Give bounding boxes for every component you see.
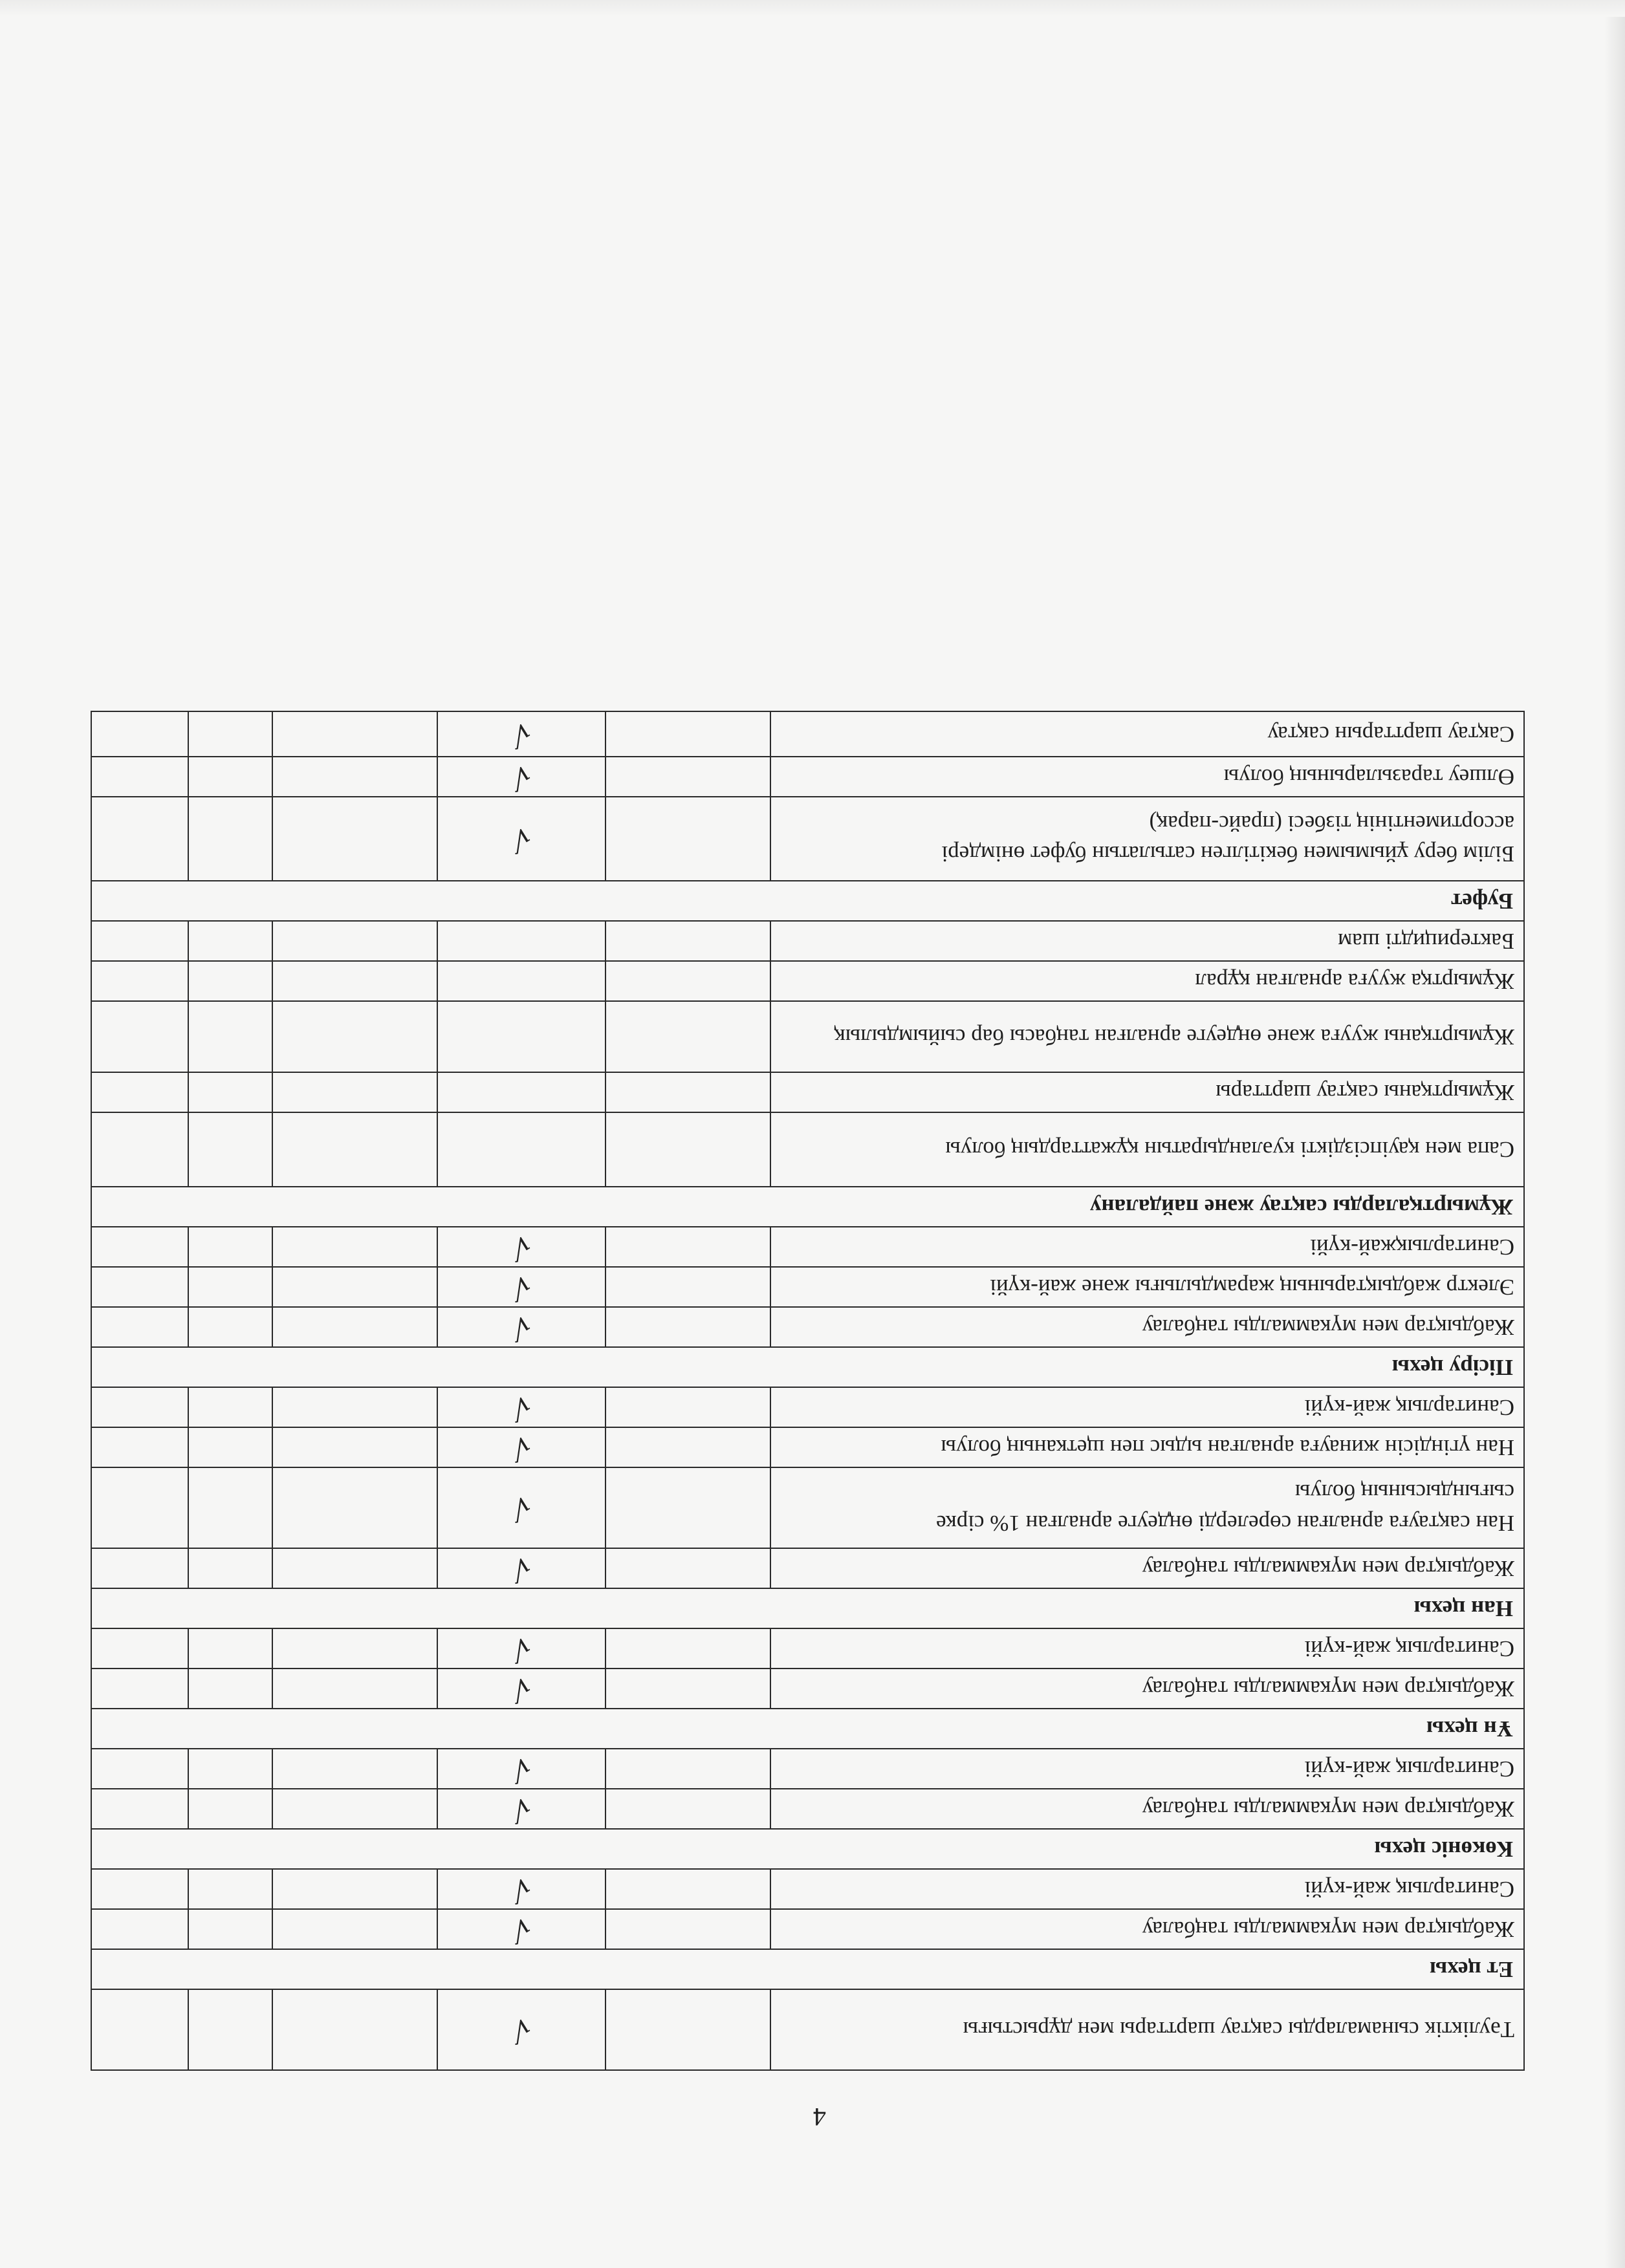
checklist-cell bbox=[605, 797, 770, 881]
checklist-cell bbox=[605, 1467, 770, 1548]
check-mark-icon: √ bbox=[509, 1791, 534, 1828]
checklist-row bbox=[91, 1427, 1524, 1467]
checklist-cell bbox=[605, 1387, 770, 1427]
checklist-cell bbox=[91, 1909, 188, 1949]
checklist-cell bbox=[91, 1869, 188, 1909]
checklist-cell bbox=[188, 757, 272, 797]
checklist-cell bbox=[188, 1387, 272, 1427]
checklist-row bbox=[91, 797, 1524, 881]
check-mark-icon: √ bbox=[509, 1489, 534, 1526]
checklist-cell bbox=[272, 1467, 437, 1548]
checklist-cell bbox=[91, 1387, 188, 1427]
checklist-cell bbox=[188, 1227, 272, 1267]
checklist-row bbox=[91, 921, 1524, 961]
checklist-cell bbox=[437, 1112, 605, 1187]
section-row bbox=[91, 881, 1524, 921]
checklist-cell bbox=[272, 1749, 437, 1789]
checklist-cell bbox=[91, 1669, 188, 1709]
checklist-cell bbox=[91, 1267, 188, 1307]
checklist-cell bbox=[605, 1072, 770, 1112]
checklist-row bbox=[91, 1307, 1524, 1347]
checklist-cell bbox=[91, 1789, 188, 1829]
section-row bbox=[91, 1949, 1524, 1989]
checklist-cell bbox=[91, 1628, 188, 1669]
checklist-row bbox=[91, 1467, 1524, 1548]
checklist-cell bbox=[188, 1307, 272, 1347]
check-mark-icon: √ bbox=[509, 1911, 534, 1948]
checklist-cell bbox=[272, 921, 437, 961]
checklist-cell bbox=[437, 1001, 605, 1072]
checklist-cell bbox=[188, 711, 272, 757]
checklist-cell bbox=[437, 1989, 605, 2070]
checklist-row bbox=[91, 1001, 1524, 1072]
checklist-cell bbox=[437, 1072, 605, 1112]
page-number: 4 bbox=[813, 2102, 826, 2132]
checklist-cell bbox=[272, 1909, 437, 1949]
checklist-row bbox=[91, 961, 1524, 1001]
checklist-cell bbox=[272, 797, 437, 881]
checklist-cell bbox=[437, 1227, 605, 1267]
checklist-row bbox=[91, 1669, 1524, 1709]
checklist-item-label: Жабдықтар мен мүкаммалды таңбалау bbox=[770, 1307, 1524, 1347]
section-title: Көкөніс цехы bbox=[91, 1829, 1524, 1869]
checklist-cell bbox=[437, 1789, 605, 1829]
checklist-item-label: Өлшеу таразыларының болуы bbox=[770, 757, 1524, 797]
checklist-cell bbox=[605, 1227, 770, 1267]
checklist-cell bbox=[272, 1628, 437, 1669]
checklist-row bbox=[91, 1387, 1524, 1427]
checklist-cell bbox=[91, 1227, 188, 1267]
checklist-cell bbox=[91, 1749, 188, 1789]
checklist-row bbox=[91, 1989, 1524, 2070]
check-mark-icon: √ bbox=[509, 821, 534, 858]
checklist-cell bbox=[91, 1548, 188, 1588]
check-mark-icon: √ bbox=[509, 1309, 534, 1346]
checklist-item-label: Білім беру ұйымымен бекітілген сатылатын буфет өнімдері ассортиментінің тізбесі (прайс-парақ) bbox=[770, 797, 1524, 881]
checklist-cell bbox=[272, 1387, 437, 1427]
check-mark-icon: √ bbox=[509, 1751, 534, 1787]
check-mark-icon: √ bbox=[509, 1269, 534, 1306]
section-row bbox=[91, 1829, 1524, 1869]
checklist-cell bbox=[605, 1669, 770, 1709]
checklist-cell bbox=[437, 1749, 605, 1789]
section-row bbox=[91, 1347, 1524, 1387]
section-title: Буфет bbox=[91, 881, 1524, 921]
checklist-row bbox=[91, 1227, 1524, 1267]
checklist-cell bbox=[272, 1112, 437, 1187]
section-title: Ұн цехы bbox=[91, 1709, 1524, 1749]
checklist-cell bbox=[188, 1909, 272, 1949]
checklist-item-label: Жабдықтар мен мүкаммалды таңбалау bbox=[770, 1909, 1524, 1949]
checklist-cell bbox=[272, 711, 437, 757]
checklist-item-label: Санитарлық жай-күйі bbox=[770, 1869, 1524, 1909]
check-mark-icon: √ bbox=[509, 1389, 534, 1426]
checklist-item-label: Санитарлық жай-күйі bbox=[770, 1387, 1524, 1427]
checklist-item-label: Жабдықтар мен мүкаммалды таңбалау bbox=[770, 1789, 1524, 1829]
checklist-cell bbox=[188, 921, 272, 961]
checklist-cell bbox=[272, 1267, 437, 1307]
checklist-row bbox=[91, 1909, 1524, 1949]
checklist-cell bbox=[605, 1112, 770, 1187]
checklist-row bbox=[91, 757, 1524, 797]
check-mark-icon: √ bbox=[509, 2011, 534, 2048]
checklist-cell bbox=[272, 1548, 437, 1588]
checklist-row bbox=[91, 1548, 1524, 1588]
checklist-item-label: Нан үгіндісін жинауға арналған ыдыс пен щетканың болуы bbox=[770, 1427, 1524, 1467]
checklist-cell bbox=[91, 961, 188, 1001]
checklist-cell bbox=[188, 1749, 272, 1789]
checklist-cell bbox=[605, 1749, 770, 1789]
section-title: Ет цехы bbox=[91, 1949, 1524, 1989]
section-row bbox=[91, 1709, 1524, 1749]
checklist-cell bbox=[437, 1267, 605, 1307]
checklist-cell bbox=[437, 757, 605, 797]
checklist-cell bbox=[437, 961, 605, 1001]
checklist-cell bbox=[91, 1467, 188, 1548]
checklist-cell bbox=[437, 711, 605, 757]
checklist-cell bbox=[188, 1072, 272, 1112]
checklist-cell bbox=[188, 1628, 272, 1669]
checklist-cell bbox=[437, 1669, 605, 1709]
inspection-checklist-table bbox=[91, 711, 1525, 2071]
checklist-cell bbox=[188, 1001, 272, 1072]
checklist-item-label: Санитарлық жай-күйі bbox=[770, 1628, 1524, 1669]
checklist-cell bbox=[91, 1989, 188, 2070]
checklist-cell bbox=[437, 921, 605, 961]
checklist-cell bbox=[605, 1869, 770, 1909]
checklist-cell bbox=[272, 1669, 437, 1709]
checklist-cell bbox=[605, 1989, 770, 2070]
checklist-item-label: Электр жабдықтарының жарамдылығы және жай-күйі bbox=[770, 1267, 1524, 1307]
checklist-cell bbox=[272, 1227, 437, 1267]
checklist-cell bbox=[605, 1427, 770, 1467]
checklist-item-label: Сапа мен қауіпсіздікті куәландыратын құжаттардың болуы bbox=[770, 1112, 1524, 1187]
checklist-cell bbox=[605, 1628, 770, 1669]
checklist-cell bbox=[91, 1001, 188, 1072]
checklist-row bbox=[91, 711, 1524, 757]
checklist-row bbox=[91, 1112, 1524, 1187]
checklist-cell bbox=[605, 1789, 770, 1829]
checklist-cell bbox=[605, 1267, 770, 1307]
checklist-cell bbox=[188, 1267, 272, 1307]
checklist-cell bbox=[188, 1427, 272, 1467]
checklist-cell bbox=[188, 1869, 272, 1909]
checklist-cell bbox=[605, 711, 770, 757]
checklist-item-label: Тәуліктік сынамаларды сақтау шарттары мен дұрыстығы bbox=[770, 1989, 1524, 2070]
checklist-cell bbox=[437, 1909, 605, 1949]
checklist-cell bbox=[272, 1989, 437, 2070]
check-mark-icon: √ bbox=[509, 1871, 534, 1908]
checklist-cell bbox=[605, 921, 770, 961]
check-mark-icon: √ bbox=[509, 1670, 534, 1707]
checklist-cell bbox=[605, 1001, 770, 1072]
checklist-cell bbox=[91, 1307, 188, 1347]
checklist-cell bbox=[91, 757, 188, 797]
checklist-item-label: Жұмыртқаны сақтау шарттары bbox=[770, 1072, 1524, 1112]
checklist-item-label: Жұмыртқаны жууға және өңдеуге арналған таңбасы бар сыйымдылық bbox=[770, 1001, 1524, 1072]
checklist-cell bbox=[188, 797, 272, 881]
checklist-row bbox=[91, 1072, 1524, 1112]
checklist-cell bbox=[272, 1789, 437, 1829]
checklist-cell bbox=[605, 757, 770, 797]
checklist-body bbox=[91, 711, 1524, 2070]
checklist-cell bbox=[272, 1072, 437, 1112]
checklist-cell bbox=[188, 1669, 272, 1709]
check-mark-icon: √ bbox=[509, 716, 534, 753]
checklist-cell bbox=[605, 1307, 770, 1347]
checklist-row bbox=[91, 1869, 1524, 1909]
checklist-item-label: Сақтау шарттарын сақтау bbox=[770, 711, 1524, 757]
checklist-item-label: Жабдықтар мен мүкаммалды таңбалау bbox=[770, 1548, 1524, 1588]
check-mark-icon: √ bbox=[509, 759, 534, 795]
checklist-cell bbox=[91, 921, 188, 961]
checklist-cell bbox=[437, 1307, 605, 1347]
checklist-cell bbox=[437, 1427, 605, 1467]
checklist-cell bbox=[188, 1467, 272, 1548]
checklist-row bbox=[91, 1749, 1524, 1789]
checklist-cell bbox=[91, 711, 188, 757]
checklist-item-label: Нан сақтауға арналған сөрелерді өңдеуге арналған 1% сірке сығындысының болуы bbox=[770, 1467, 1524, 1548]
checklist-item-label: Санитарлық жай-күйі bbox=[770, 1749, 1524, 1789]
checklist-row bbox=[91, 1628, 1524, 1669]
checklist-cell bbox=[437, 1467, 605, 1548]
checklist-cell bbox=[272, 1001, 437, 1072]
checklist-cell bbox=[437, 1387, 605, 1427]
check-mark-icon: √ bbox=[509, 1630, 534, 1667]
checklist-item-label: Санитарлықжай-күйі bbox=[770, 1227, 1524, 1267]
checklist-cell bbox=[605, 1548, 770, 1588]
scan-top-shadow bbox=[0, 0, 1625, 17]
checklist-item-label: Жұмыртқа жууға арналған құрал bbox=[770, 961, 1524, 1001]
scan-edge-shadow bbox=[1604, 0, 1625, 2268]
checklist-row bbox=[91, 1789, 1524, 1829]
checklist-cell bbox=[188, 1989, 272, 2070]
section-row bbox=[91, 1588, 1524, 1628]
section-title: Пісіру цехы bbox=[91, 1347, 1524, 1387]
checklist-cell bbox=[605, 961, 770, 1001]
checklist-cell bbox=[437, 1869, 605, 1909]
checklist-cell bbox=[188, 1789, 272, 1829]
checklist-cell bbox=[188, 1112, 272, 1187]
section-title: Жұмыртқаларды сақтау және пайдалану bbox=[91, 1187, 1524, 1227]
checklist-item-label: Бактерицидті шам bbox=[770, 921, 1524, 961]
checklist-cell bbox=[91, 797, 188, 881]
checklist-cell bbox=[437, 797, 605, 881]
section-title: Нан цехы bbox=[91, 1588, 1524, 1628]
section-row bbox=[91, 1187, 1524, 1227]
checklist-cell bbox=[272, 1869, 437, 1909]
checklist-cell bbox=[272, 1427, 437, 1467]
checklist-cell bbox=[437, 1548, 605, 1588]
checklist-cell bbox=[272, 1307, 437, 1347]
check-mark-icon: √ bbox=[509, 1550, 534, 1587]
checklist-cell bbox=[91, 1072, 188, 1112]
checklist-cell bbox=[188, 1548, 272, 1588]
checklist-row bbox=[91, 1267, 1524, 1307]
check-mark-icon: √ bbox=[509, 1229, 534, 1266]
checklist-cell bbox=[91, 1112, 188, 1187]
check-mark-icon: √ bbox=[509, 1429, 534, 1466]
checklist-cell bbox=[437, 1628, 605, 1669]
checklist-cell bbox=[272, 757, 437, 797]
checklist-cell bbox=[272, 961, 437, 1001]
checklist-cell bbox=[605, 1909, 770, 1949]
checklist-cell bbox=[188, 961, 272, 1001]
checklist-item-label: Жабдықтар мен мүкаммалды таңбалау bbox=[770, 1669, 1524, 1709]
checklist-cell bbox=[91, 1427, 188, 1467]
